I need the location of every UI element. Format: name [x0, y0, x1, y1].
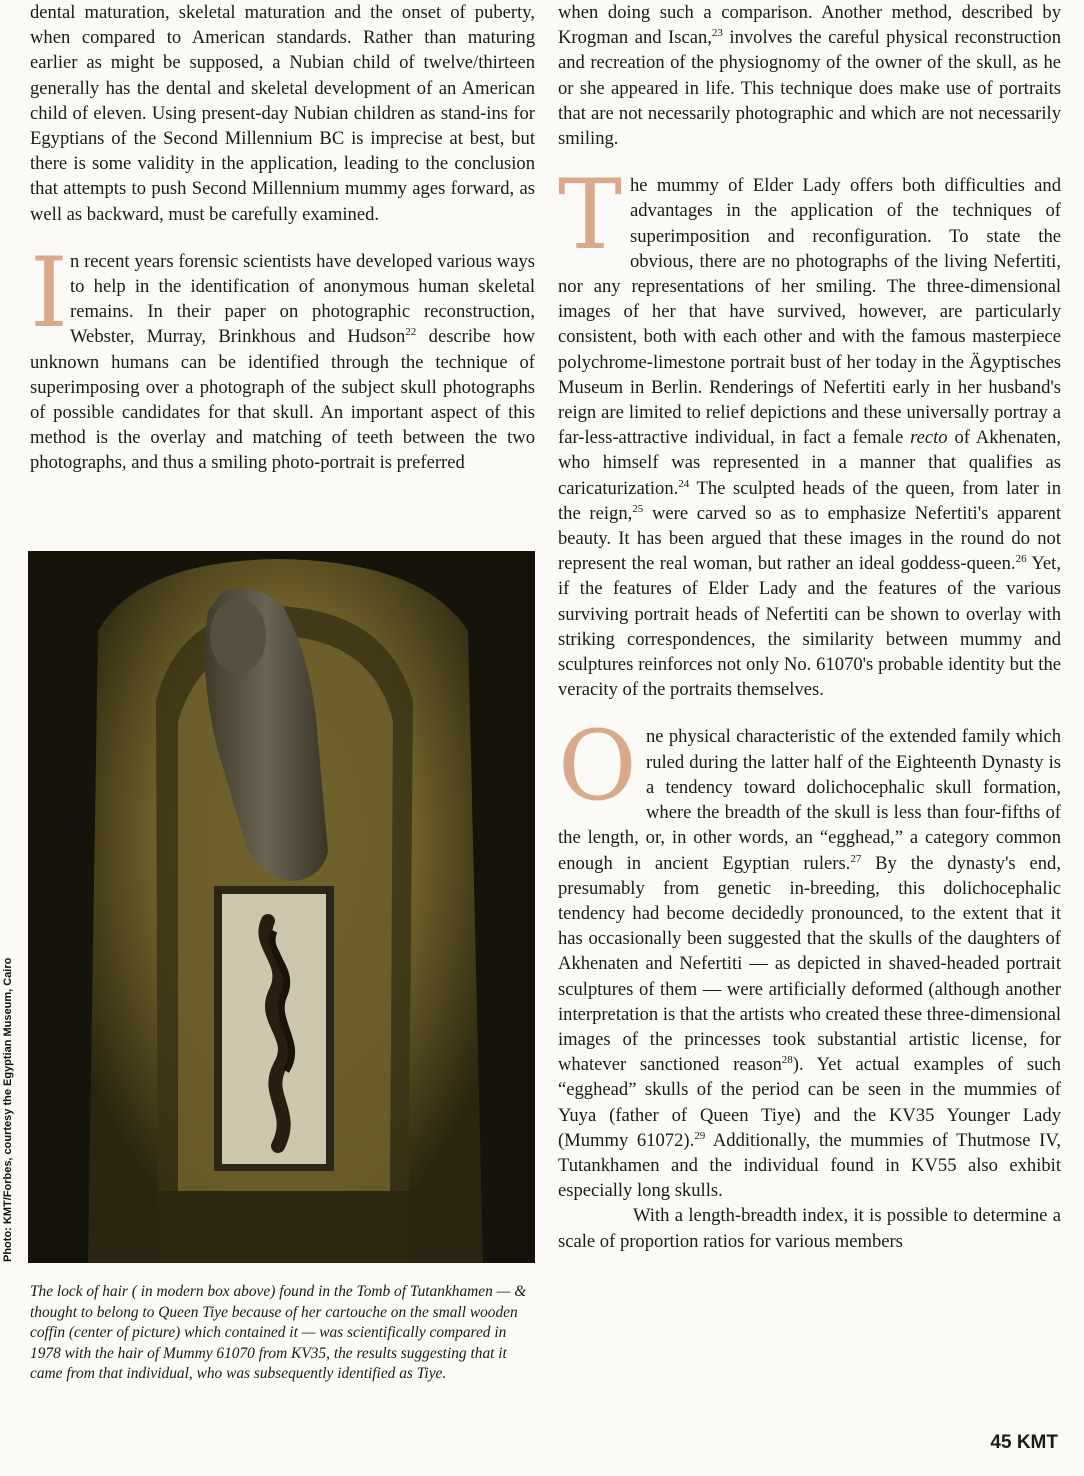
right-paragraph-3-text-a: ne physical characteristic of the extended family which ruled during the latter half of the Eighteenth Dynasty is a tendency toward dolichocephalic skull formation, where the breadth of the skull is less than four-fifths of the length, or, in other words, an “egghead,” a category common enough in ancient Egyptian rulers.: [558, 726, 1061, 874]
left-paragraph-2-text-b: describe how unknown humans can be identified through the technique of superimposing over a photograph of the subject skull photographs of possible candidates for that skull. An important aspect of this method is the overlay and matching of teeth between the two photographs, and thus a smiling photo-portrait is preferred: [30, 326, 535, 474]
photo-credit: Photo: KMT/Forbes, courtesy the Egyptian Museum, Cairo: [2, 957, 14, 1262]
right-paragraph-3-text-b: By the dynasty's end, presumably from genetic in-breeding, this dolichocephalic tendency had become decidedly pronounced, to the extent that it has occasionally been suggested that the skulls of the daughters of Akhenaten and Nefertiti — as depicted in shaved-headed portrait sculptures of them — were artificially deformed (although another interpretation is that the artists who created these three-dimensional images of the princesses took substantial artistic license, for whatever sanctioned reason: [558, 852, 1061, 1076]
right-paragraph-1-text-a: when doing such a comparison. Another method, described by Krogman and Iscan,: [558, 2, 1061, 49]
footnote-ref-26: 26: [1015, 553, 1027, 566]
footnote-ref-25: 25: [632, 502, 644, 515]
right-paragraph-3-text-c: ). Yet actual examples of such “egghead” skulls of the period can be seen in the mummies of Yuya (father of Queen Tiye) and the KV35 Younger Lady (Mummy 61072).: [558, 1054, 1061, 1151]
footnote-ref-24: 24: [678, 477, 690, 490]
right-paragraph-2-text-d: were carved so as to emphasize Nefertiti's apparent beauty. It has been argued that these images in the round do not represent the real woman, but rather an ideal goddess-queen.: [558, 502, 1061, 575]
right-paragraph-1-text-b: involves the careful physical reconstruction and recreation of the physiognomy of the owner of the skull, as he or she appeared in life. This technique does make use of portraits that are not necessarily photographic and which are not necessarily smiling.: [558, 27, 1061, 150]
footnote-ref-28: 28: [781, 1054, 793, 1067]
left-paragraph-2: [30, 236, 535, 476]
footnote-ref-27: 27: [850, 852, 862, 865]
right-paragraph-3: [558, 710, 1062, 1203]
footnote-ref-29: 29: [694, 1129, 706, 1142]
right-column: [558, 0, 1061, 1254]
left-column: [30, 0, 535, 476]
right-paragraph-2-text-e: Yet, if the features of Elder Lady and the features of the various surviving portrait heads of Nefertiti can be shown to overlay with striking correspondences, the similarity between mummy and sculptures reinforces not only No. 61070's probable identity but the veracity of the portraits themselves.: [558, 553, 1061, 701]
page-number: 45 KMT: [990, 1432, 1058, 1453]
right-paragraph-2-text-a: he mummy of Elder Lady offers both difficulties and advantages in the application of the techniques of superimposition and reconfiguration. To state the obvious, there are no photographs of the living Nefertiti, nor any representations of her smiling. The three-dimensional images of her that have survived, however, are particularly consistent, both with each other and with the famous masterpiece polychrome-limestone portrait bust of her today in the Ägyptisches Museum in Berlin. Renderings of Nefertiti early in her husband's reign are limited to relief depictions and these universally portray a far-less-attractive individual, in fact a female: [558, 175, 1061, 449]
right-paragraph-1: [558, 0, 1061, 151]
dropcap-i: I: [30, 236, 68, 349]
photo-lock-of-hair: [28, 551, 535, 1263]
footnote-ref-22: 22: [405, 326, 417, 339]
right-paragraph-2-text-c: The sculpted heads of the queen, from later in the reign,: [558, 477, 1061, 524]
italic-recto: recto: [910, 427, 948, 449]
footnote-ref-23: 23: [711, 27, 723, 40]
photo-caption: The lock of hair ( in modern box above) found in the Tomb of Tutankhamen — & thought to belong to Queen Tiye because of her cartouche on the small wooden coffin (center of picture) which contained it — was scientifically compared in 1978 with the hair of Mummy 61070 from KV35, the results suggesting that it came from that individual, who was subsequently identified as Tiye.: [30, 1283, 527, 1383]
left-paragraph-2-text-a: n recent years forensic scientists have developed various ways to help in the identification of anonymous human skeletal remains. In their paper on photographic reconstruction, Webster, Murray, Brinkhous and Hudson: [70, 250, 535, 348]
photo-illustration: [28, 551, 535, 1263]
left-paragraph-1: dental maturation, skeletal maturation and the onset of puberty, when compared to American standards. Rather than maturing earlier as might be supposed, a Nubian child of twelve/thirteen generally has the dental and skeletal development of an American child of eleven. Using present-day Nubian children as stand-ins for Egyptians of the Second Millennium BC is imprecise at best, but there is some validity in the application, leading to the conclusion that attempts to push Second Millennium mummy ages forward, as well as backward, must be carefully examined.: [30, 2, 535, 225]
right-paragraph-3-text-d: Additionally, the mummies of Thutmose IV, Tutankhamen and the individual found in KV55 also exhibit especially long skulls.: [558, 1129, 1062, 1202]
right-paragraph-2: [558, 159, 1061, 702]
dropcap-t: T: [558, 159, 623, 272]
right-paragraph-4: With a length-breadth index, it is possible to determine a scale of proportion ratios for various members: [558, 1205, 1061, 1252]
dropcap-o: O: [558, 710, 637, 823]
right-paragraph-2-text-b: of Akhenaten, who himself was represented in a manner that qualifies as caricaturization.: [558, 427, 1061, 499]
